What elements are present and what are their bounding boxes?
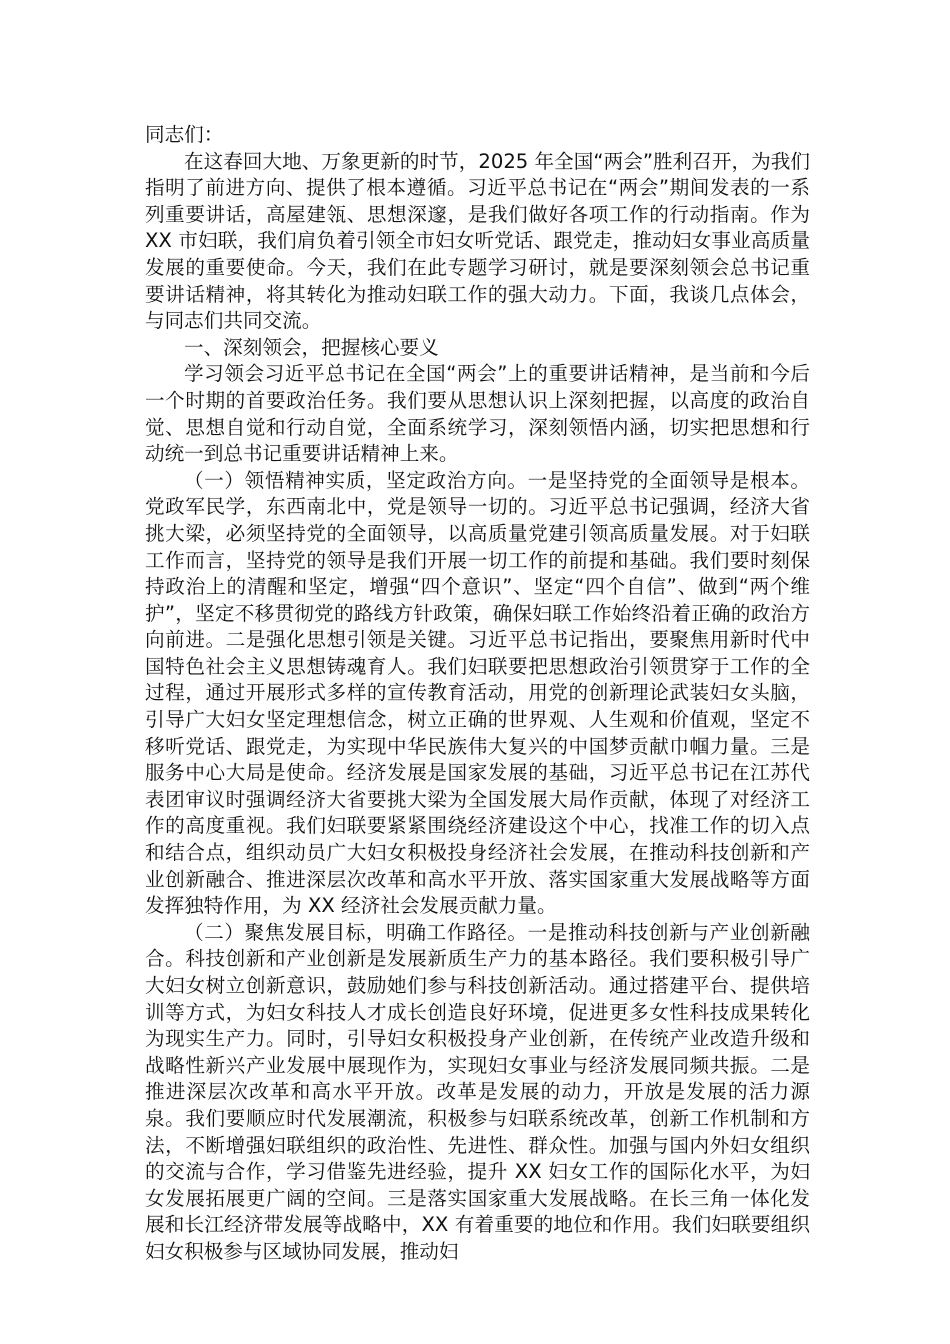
paragraph-section-1: 学习领会习近平总书记在全国“两会”上的重要讲话精神，是当前和今后一个时期的首要政治任务。我们要从思想认识上深刻把握，以高度的政治自觉、思想自觉和行动自觉，全面系统学习，深刻领悟内涵，切实把思想和行动统一到总书记重要讲话精神上来。 <box>145 362 810 466</box>
section-heading-1: 一、深刻领会，把握核心要义 <box>184 335 439 359</box>
document-page <box>145 122 810 1266</box>
paragraph-subsection-1: （一）领悟精神实质，坚定政治方向。一是坚持党的全面领导是根本。党政军民学，东西南北中，党是领导一切的。习近平总书记强调，经济大省挑大梁，必须坚持党的全面领导，以高质量党建引领高质量发展。对于妇联工作而言，坚持党的领导是我们开展一切工作的前提和基础。我们要时刻保持政治上的清醒和坚定，增强“四个意识”、坚定“四个自信”、做到“两个维护”，坚定不移贯彻党的路线方针政策，确保妇联工作始终沿着正确的政治方向前进。二是强化思想引领是关键。习近平总书记指出，要聚焦用新时代中国特色社会主义思想铸魂育人。我们妇联要把思想政治引领贯穿于工作的全过程，通过开展形式多样的宣传教育活动，用党的创新理论武装妇女头脑，引导广大妇女坚定理想信念，树立正确的世界观、人生观和价值观，坚定不移听党话、跟党走，为实现中华民族伟大复兴的中国梦贡献巾帼力量。三是服务中心大局是使命。经济发展是国家发展的基础，习近平总书记在江苏代表团审议时强调经济大省要挑大梁为全国发展大局作贡献，体现了对经济工作的高度重视。我们妇联要紧紧围绕经济建设这个中心，找准工作的切入点和结合点，组织动员广大妇女积极投身经济社会发展，在推动科技创新和产业创新融合、推进深层次改革和高水平开放、落实国家重大发展战略等方面发挥独特作用，为 XX 经济社会发展贡献力量。 <box>145 468 810 918</box>
salutation: 同志们： <box>145 123 224 146</box>
paragraph-intro: 在这春回大地、万象更新的时节，2025 年全国“两会”胜利召开，为我们指明了前进方向、提供了根本遵循。习近平总书记在“两会”期间发表的一系列重要讲话，高屋建瓴、思想深邃，是我们做好各项工作的行动指南。作为 XX 市妇联，我们肩负着引领全市妇女听党话、跟党走，推动妇女事业高质量发展的重要使命。今天，我们在此专题学习研讨，就是要深刻领会总书记重要讲话精神，将其转化为推动妇联工作的强大动力。下面，我谈几点体会，与同志们共同交流。 <box>145 149 810 333</box>
paragraph-subsection-2: （二）聚焦发展目标，明确工作路径。一是推动科技创新与产业创新融合。科技创新和产业创新是发展新质生产力的基本路径。我们要积极引导广大妇女树立创新意识，鼓励她们参与科技创新活动。通过搭建平台、提供培训等方式，为妇女科技人才成长创造良好环境，促进更多女性科技成果转化为现实生产力。同时，引导妇女积极投身产业创新，在传统产业改造升级和战略性新兴产业发展中展现作为，实现妇女事业与经济发展同频共振。二是推进深层次改革和高水平开放。改革是发展的动力，开放是发展的活力源泉。我们要顺应时代发展潮流，积极参与妇联系统改革，创新工作机制和方法，不断增强妇联组织的政治性、先进性、群众性。加强与国内外妇女组织的交流与合作，学习借鉴先进经验，提升 XX 妇女工作的国际化水平，为妇女发展拓展更广阔的空间。三是落实国家重大发展战略。在长三角一体化发展和长江经济带发展等战略中，XX 有着重要的地位和作用。我们妇联要组织妇女积极参与区域协同发展，推动妇 <box>145 920 810 1263</box>
